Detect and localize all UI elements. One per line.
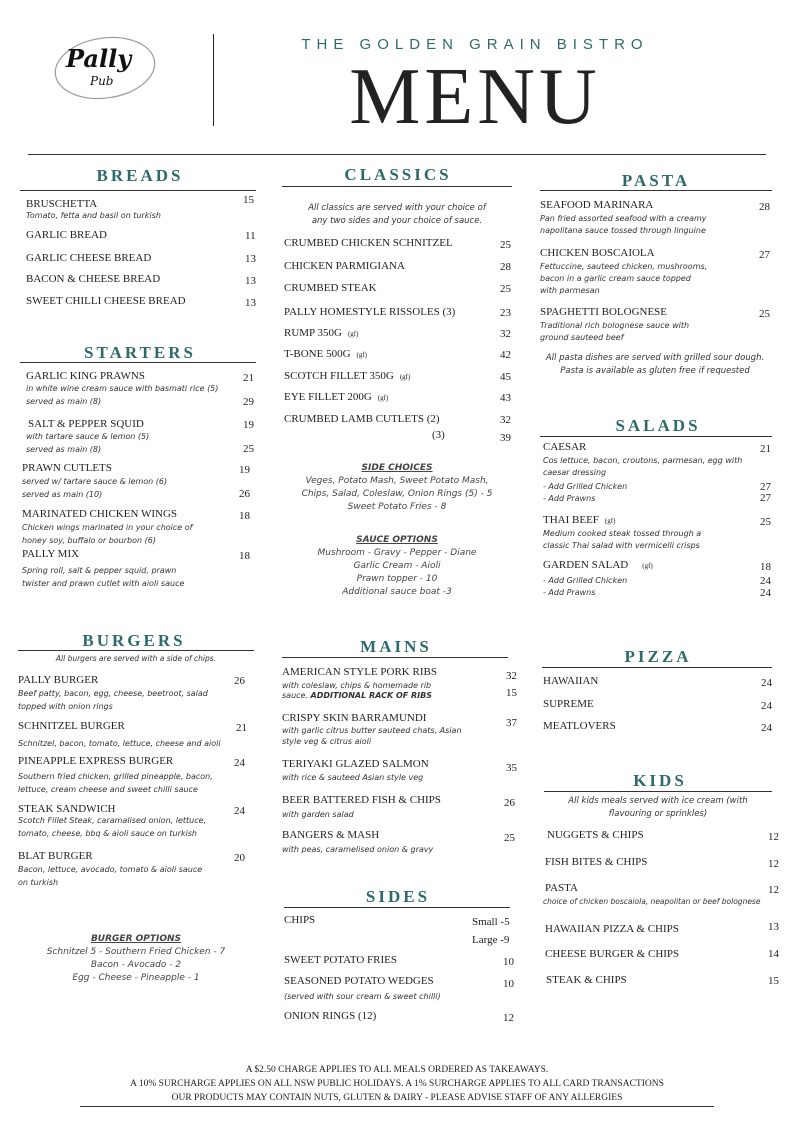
menu-item-name <box>284 348 367 360</box>
menu-item-desc: choice of chicken boscaiola, neapolitan or beef bolognese <box>543 897 761 906</box>
menu-item-price: 26 <box>239 488 250 500</box>
menu-item-desc: with peas, caramelised onion & gravy <box>282 845 434 854</box>
menu-item-desc: with tartare sauce & lemon (5) <box>26 432 150 441</box>
menu-item-price: 13 <box>245 297 256 309</box>
menu-item-price: 14 <box>768 948 779 960</box>
menu-item-price: 45 <box>500 371 511 383</box>
menu-item-name: STEAK & CHIPS <box>546 974 627 986</box>
menu-item-price: 19 <box>239 464 250 476</box>
menu-item-desc: Spring roll, salt & pepper squid, prawn <box>22 566 177 575</box>
menu-item-name: PRAWN CUTLETS <box>22 462 112 474</box>
kids-note-line: All kids meals served with ice cream (with <box>568 796 748 806</box>
menu-item-desc: served as main (8) <box>26 445 102 454</box>
burger-option-line: Egg - Cheese - Pineapple - 1 <box>72 973 200 983</box>
menu-item-price: 10 <box>503 956 514 968</box>
menu-item-desc <box>282 690 432 702</box>
menu-item-name <box>284 391 388 403</box>
footer-line: OUR PRODUCTS MAY CONTAIN NUTS, GLUTEN & DAIRY - PLEASE ADVISE STAFF OF ANY ALLERGIES <box>171 1093 623 1103</box>
menu-item-desc: bacon in a garlic cream sauce topped <box>540 274 691 283</box>
menu-item-price: 29 <box>243 396 254 408</box>
menu-item-price: Large -9 <box>472 934 510 946</box>
starters-rule <box>20 362 256 363</box>
menu-item-price: 24 <box>761 700 772 712</box>
menu-item-price: 24 <box>761 677 772 689</box>
page-title: MENU <box>349 53 601 141</box>
menu-item-name <box>284 327 358 339</box>
menu-item-name: GARLIC CHEESE BREAD <box>26 252 152 264</box>
logo <box>52 30 158 106</box>
mains-title: MAINS <box>360 637 432 656</box>
menu-item-desc-bold: ADDITIONAL RACK OF RIBS <box>310 691 433 700</box>
classics-note-line: any two sides and your choice of sauce. <box>311 216 483 226</box>
gf-tag: (gf) <box>347 330 359 338</box>
menu-item-name: MARINATED CHICKEN WINGS <box>22 508 178 520</box>
menu-item-name <box>284 370 410 382</box>
menu-item-name: CHICKEN PARMIGIANA <box>284 260 405 272</box>
menu-item-name: PINEAPPLE EXPRESS BURGER <box>18 755 174 767</box>
breads-title: BREADS <box>96 166 184 185</box>
menu-item-desc: Pan fried assorted seafood with a creamy <box>540 214 707 223</box>
sauce-option-line: Additional sauce boat -3 <box>342 587 452 597</box>
menu-item-price: 12 <box>768 884 779 896</box>
menu-item-addon: - Add Grilled Chicken <box>543 482 628 491</box>
menu-item-desc: lettuce, cream cheese and sweet chilli sauce <box>18 785 198 794</box>
salads-title: SALADS <box>615 416 701 435</box>
gf-tag: (gf) <box>356 351 368 359</box>
menu-item-name: HAWAIIAN PIZZA & CHIPS <box>545 923 679 935</box>
menu-item-name <box>543 559 653 571</box>
menu-item-name: SUPREME <box>543 698 594 710</box>
menu-item-name: CRUMBED LAMB CUTLETS (2) <box>284 413 440 425</box>
menu-item-addon: - Add Prawns <box>543 494 596 503</box>
menu-item-name: SEAFOOD MARINARA <box>540 199 654 211</box>
menu-item-price: 25 <box>760 516 771 528</box>
kids-title: KIDS <box>633 771 687 790</box>
menu-item-desc: in white wine cream sauce with basmati rice (5) <box>26 384 219 393</box>
menu-item-name: ONION RINGS (12) <box>284 1010 377 1022</box>
menu-item-name: SEASONED POTATO WEDGES <box>284 975 434 987</box>
menu-item-name: MEATLOVERS <box>543 720 616 732</box>
menu-item-label: SCOTCH FILLET 350G <box>284 370 394 382</box>
menu-item-desc: with rice & sauteed Asian style veg <box>282 773 424 782</box>
sides-rule <box>284 907 510 908</box>
sauce-options <box>282 534 512 599</box>
menu-item-name: CHEESE BURGER & CHIPS <box>545 948 680 960</box>
menu-item-price: 10 <box>503 978 514 990</box>
side-choices <box>282 462 512 514</box>
classics-title: CLASSICS <box>344 165 452 184</box>
menu-item-price: 13 <box>245 253 256 265</box>
menu-item-label: THAI BEEF <box>543 514 599 526</box>
menu-item-desc: topped with onion rings <box>18 702 113 711</box>
menu-item-price: 28 <box>759 201 770 213</box>
menu-item-price: 25 <box>500 239 511 251</box>
menu-item-price: 28 <box>500 261 511 273</box>
menu-item-price: 13 <box>245 275 256 287</box>
menu-item-label: T-BONE 500G <box>284 348 351 360</box>
menu-item-name: GARLIC KING PRAWNS <box>26 370 145 382</box>
pasta-rule <box>540 190 772 191</box>
menu-item-price: 24 <box>760 575 771 587</box>
menu-item-name: PALLY BURGER <box>18 674 99 686</box>
menu-item-desc: Chicken wings marinated in your choice of <box>22 523 193 532</box>
menu-item-name: BACON & CHEESE BREAD <box>26 273 161 285</box>
footer-line: A 10% SURCHARGE APPLIES ON ALL NSW PUBLIC HOLIDAYS. A 1% SURCHARGE APPLIES TO ALL CARD TRANSACTIONS <box>130 1079 664 1089</box>
menu-item-desc: Traditional rich bolognese sauce with <box>540 321 690 330</box>
menu-item-desc: napolitana sauce tossed through linguine <box>540 226 706 235</box>
gf-tag: (gf) <box>399 373 411 381</box>
menu-item-name: CRUMBED CHICKEN SCHNITZEL <box>284 237 453 249</box>
menu-item-price: 18 <box>239 550 250 562</box>
menu-item-price: 32 <box>500 328 511 340</box>
menu-item-desc: Cos lettuce, bacon, croutons, parmesan, egg with <box>543 456 743 465</box>
menu-item-desc: (served with sour cream & sweet chilli) <box>284 992 441 1001</box>
menu-item-desc: served w/ tartare sauce & lemon (6) <box>22 477 168 486</box>
sauce-option-line: Mushroom - Gravy - Pepper - Diane <box>317 548 477 558</box>
burgers-note: All burgers are served with a side of chips. <box>55 654 217 663</box>
menu-item-price: 42 <box>500 349 511 361</box>
menu-item-desc: twister and prawn cutlet with aioli sauce <box>22 579 185 588</box>
menu-item-price: 15 <box>506 687 517 699</box>
menu-item-name: CAESAR <box>543 441 587 453</box>
menu-item-price: 15 <box>243 194 254 206</box>
menu-item-desc-text: sauce. <box>282 691 311 700</box>
menu-item-name <box>543 514 615 526</box>
menu-item-name: AMERICAN STYLE PORK RIBS <box>282 666 437 678</box>
gf-tag: (gf) <box>604 517 616 525</box>
menu-item-name: CRISPY SKIN BARRAMUNDI <box>282 712 427 724</box>
menu-item-price: Small -5 <box>472 916 510 928</box>
menu-item-price: 25 <box>243 443 254 455</box>
menu-item-name: (3) <box>432 429 445 441</box>
menu-item-name: SWEET POTATO FRIES <box>284 954 398 966</box>
menu-item-desc: served as main (8) <box>26 397 102 406</box>
menu-item-price: 32 <box>500 414 511 426</box>
classics-rule <box>282 186 512 187</box>
menu-item-price: 26 <box>234 675 245 687</box>
footer-line: A $2.50 CHARGE APPLIES TO ALL MEALS ORDERED AS TAKEAWAYS. <box>245 1065 549 1075</box>
menu-item-desc: tomato, cheese, bbq & aioli sauce on turkish <box>18 829 197 838</box>
menu-item-desc: caesar dressing <box>543 468 607 477</box>
menu-item-label: EYE FILLET 200G <box>284 391 372 403</box>
starters-title: STARTERS <box>84 343 196 362</box>
classics-note <box>282 202 512 228</box>
header-divider <box>213 34 214 126</box>
burgers-title: BURGERS <box>82 631 186 650</box>
burger-option-line: Bacon - Avocado - 2 <box>90 960 182 970</box>
menu-item-price: 26 <box>504 797 515 809</box>
gf-tag: (gf) <box>642 562 653 570</box>
menu-item-name: PALLY MIX <box>22 548 80 560</box>
logo-text: Pally <box>66 44 132 73</box>
menu-item-price: 11 <box>245 230 256 242</box>
sauce-option-line: Garlic Cream - Aioli <box>353 561 441 571</box>
menu-item-label: RUMP 350G <box>284 327 342 339</box>
mains-rule <box>282 657 508 658</box>
menu-item-name: FISH BITES & CHIPS <box>545 856 648 868</box>
sides-title: SIDES <box>365 887 431 906</box>
menu-item-price: 27 <box>760 481 771 493</box>
menu-item-price: 25 <box>504 832 515 844</box>
menu-item-desc: with garlic citrus butter sauteed chats, Asian <box>282 726 462 735</box>
menu-item-price: 24 <box>234 757 245 769</box>
sauce-options-title: SAUCE OPTIONS <box>356 535 438 545</box>
footer-rule <box>80 1106 714 1107</box>
menu-item-desc: with coleslaw, chips & homemade rib <box>282 681 432 690</box>
burger-option-line: Schnitzel 5 - Southern Fried Chicken - 7 <box>46 947 226 957</box>
pasta-note-line: Pasta is available as gluten free if requested <box>560 366 750 376</box>
side-choice-line: Chips, Salad, Coleslaw, Onion Rings (5) - 5 <box>301 489 493 499</box>
menu-item-price: 32 <box>506 670 517 682</box>
menu-item-price: 21 <box>760 443 771 455</box>
menu-item-desc: classic Thai salad with vermicelli crisps <box>543 541 700 550</box>
menu-item-name: HAWAIIAN <box>543 675 599 687</box>
pizza-rule <box>542 667 772 668</box>
menu-item-price: 18 <box>239 510 250 522</box>
menu-item-desc: ground sauteed beef <box>540 333 624 342</box>
menu-item-addon: - Add Prawns <box>543 588 596 597</box>
menu-item-price: 25 <box>500 283 511 295</box>
pasta-note-line: All pasta dishes are served with grilled sour dough. <box>545 353 765 363</box>
menu-item-desc: honey soy, buffalo or bourbon (6) <box>22 536 156 545</box>
menu-item-name: BEER BATTERED FISH & CHIPS <box>282 794 441 806</box>
menu-item-price: 27 <box>760 492 771 504</box>
menu-item-name: PASTA <box>545 882 578 894</box>
menu-item-desc: style veg & citrus aioli <box>282 737 372 746</box>
menu-item-name: GARLIC BREAD <box>26 229 107 241</box>
menu-item-price: 20 <box>234 852 245 864</box>
burgers-rule <box>18 650 254 651</box>
menu-item-name: TERIYAKI GLAZED SALMON <box>282 758 429 770</box>
menu-item-addon: - Add Grilled Chicken <box>543 576 628 585</box>
menu-item-desc: on turkish <box>18 878 59 887</box>
menu-item-name: CHICKEN BOSCAIOLA <box>540 247 655 259</box>
logo-subtext: Pub <box>90 74 114 88</box>
salads-rule <box>540 436 772 437</box>
breads-rule <box>20 190 256 191</box>
menu-item-price: 37 <box>506 717 517 729</box>
menu-item-name: NUGGETS & CHIPS <box>547 829 644 841</box>
menu-item-price: 39 <box>500 432 511 444</box>
kids-rule <box>544 791 772 792</box>
side-choice-line: Sweet Potato Fries - 8 <box>347 502 447 512</box>
menu-item-price: 12 <box>768 831 779 843</box>
menu-item-name: SPAGHETTI BOLOGNESE <box>540 306 668 318</box>
menu-item-price: 12 <box>503 1012 514 1024</box>
side-choice-line: Veges, Potato Mash, Sweet Potato Mash, <box>305 476 489 486</box>
menu-item-desc: with garden salad <box>282 810 354 819</box>
menu-item-price: 12 <box>768 858 779 870</box>
menu-item-desc: Fettuccine, sauteed chicken, mushrooms, <box>540 262 708 271</box>
menu-item-desc: Beef patty, bacon, egg, cheese, beetroot, salad <box>18 689 208 698</box>
pizza-title: PIZZA <box>624 647 692 666</box>
menu-item-name: CHIPS <box>284 914 316 926</box>
menu-item-name: BRUSCHETTA <box>26 198 98 210</box>
menu-item-name: CRUMBED STEAK <box>284 282 377 294</box>
restaurant-name: THE GOLDEN GRAIN BISTRO <box>301 36 649 53</box>
menu-item-desc: Medium cooked steak tossed through a <box>543 529 702 538</box>
menu-item-price: 43 <box>500 392 511 404</box>
kids-note <box>544 795 772 821</box>
menu-item-name: BLAT BURGER <box>18 850 93 862</box>
menu-item-price: 15 <box>768 975 779 987</box>
menu-item-price: 25 <box>759 308 770 320</box>
sauce-option-line: Prawn topper - 10 <box>356 574 438 584</box>
menu-item-price: 24 <box>760 587 771 599</box>
menu-item-name: SALT & PEPPER SQUID <box>28 418 144 430</box>
burger-options-title: BURGER OPTIONS <box>90 934 182 944</box>
menu-item-name: STEAK SANDWICH <box>18 803 116 815</box>
menu-item-price: 23 <box>500 307 511 319</box>
menu-item-desc: with parmesan <box>540 286 600 295</box>
menu-item-desc: Southern fried chicken, grilled pineapple, bacon, <box>18 772 213 781</box>
menu-item-desc: Schnitzel, bacon, tomato, lettuce, cheese and aioli <box>18 739 221 748</box>
menu-item-price: 24 <box>761 722 772 734</box>
menu-item-price: 21 <box>243 372 254 384</box>
kids-note-line: flavouring or sprinkles) <box>608 809 708 819</box>
menu-item-desc: served as main (10) <box>22 490 103 499</box>
side-choices-title: SIDE CHOICES <box>361 463 433 473</box>
menu-item-price: 35 <box>506 762 517 774</box>
menu-item-desc: Scotch Fillet Steak, caramalised onion, lettuce, <box>18 816 207 825</box>
classics-note-line: All classics are served with your choice of <box>308 203 486 213</box>
header-rule <box>28 154 766 155</box>
menu-item-name: SWEET CHILLI CHEESE BREAD <box>26 295 186 307</box>
menu-item-label: GARDEN SALAD <box>543 559 629 571</box>
menu-item-name: SCHNITZEL BURGER <box>18 720 125 732</box>
menu-item-desc: Tomato, fetta and basil on turkish <box>26 211 161 220</box>
menu-item-price: 21 <box>236 722 247 734</box>
burger-options <box>18 933 254 985</box>
menu-item-desc: Bacon, lettuce, avocado, tomato & aioli sauce <box>18 865 203 874</box>
menu-item-name: PALLY HOMESTYLE RISSOLES (3) <box>284 306 456 318</box>
pasta-note <box>530 352 780 378</box>
menu-item-price: 19 <box>243 419 254 431</box>
menu-item-price: 18 <box>760 561 771 573</box>
menu-item-price: 24 <box>234 805 245 817</box>
pasta-title: PASTA <box>621 171 691 190</box>
gf-tag: (gf) <box>377 394 389 402</box>
menu-item-price: 13 <box>768 921 779 933</box>
menu-item-price: 27 <box>759 249 770 261</box>
menu-item-name: BANGERS & MASH <box>282 829 380 841</box>
